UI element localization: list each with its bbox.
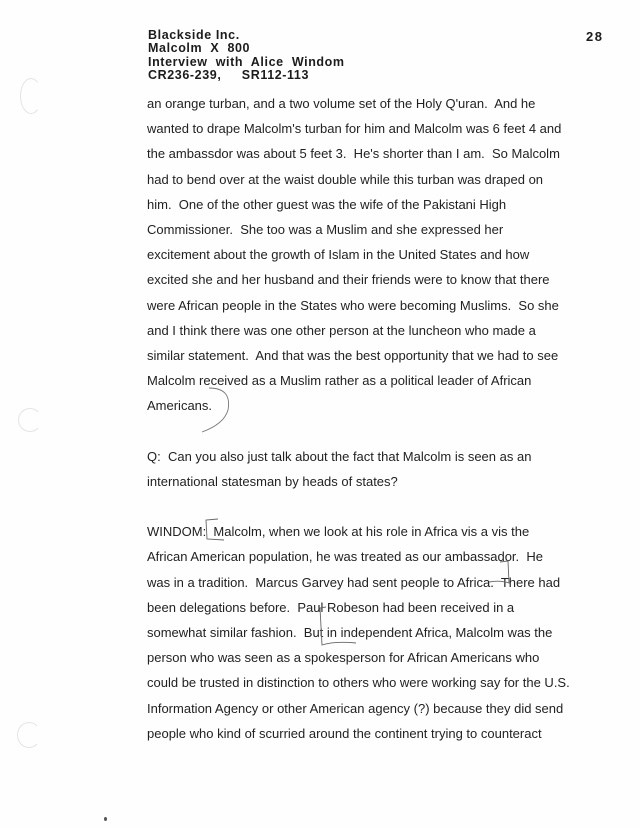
text-line: African American population, he was treated as our ambassador. He [147, 549, 543, 565]
punch-hole-mark [17, 722, 41, 748]
header-project: Malcolm X 800 [148, 41, 251, 56]
text-line: somewhat similar fashion. But in independent Africa, Malcolm was the [147, 624, 553, 640]
text-line: him. One of the other guest was the wife of the Pakistani High [147, 196, 507, 212]
header-company: Blackside Inc. [148, 28, 240, 42]
text-line: excitement about the growth of Islam in the United States and how [147, 247, 530, 263]
header-reel-codes: CR236-239, SR112-113 [148, 67, 310, 82]
text-line: Americans. [147, 398, 213, 414]
punch-hole-mark [20, 78, 42, 114]
paragraph-gap [147, 418, 617, 443]
text-line: could be trusted in distinction to others who were working say for the U.S. [147, 675, 570, 691]
paragraph-gap [147, 494, 617, 519]
text-line: an orange turban, and a two volume set of the Holy Q'uran. And he [147, 96, 536, 111]
header-interview-title: Interview with Alice Windom [148, 54, 345, 69]
text-line: Information Agency or other American agency (?) because they did send [147, 700, 564, 716]
page-number: 28 [586, 29, 604, 44]
punch-hole-mark [18, 408, 42, 432]
text-line: similar statement. And that was the best opportunity that we had to see [147, 347, 559, 363]
text-line: person who was seen as a spokesperson for African Americans who [147, 650, 540, 666]
text-line: been delegations before. Paul Robeson had been received in a [147, 599, 515, 615]
paragraph-question [147, 444, 617, 494]
text-line: people who kind of scurried around the continent trying to counteract [147, 725, 542, 741]
ink-speck [104, 817, 107, 821]
text-line: had to bend over at the waist double while this turban was draped on [147, 171, 544, 187]
text-line: the ambassdor was about 5 feet 3. He's shorter than I am. So Malcolm [147, 146, 560, 162]
paragraph-answer-continued [147, 91, 617, 418]
text-line: WINDOM: Malcolm, when we look at his role in Africa vis a vis the [147, 524, 530, 540]
text-line: Commissioner. She too was a Muslim and she expressed her [147, 221, 504, 237]
transcript-body [147, 91, 617, 746]
text-line: and I think there was one other person at the luncheon who made a [147, 322, 536, 338]
paragraph-windom-answer [147, 519, 617, 746]
text-line: Q: Can you also just talk about the fact that Malcolm is seen as an [147, 448, 532, 464]
text-line: excited she and her husband and their friends were to know that there [147, 272, 550, 288]
text-line: international statesman by heads of states? [147, 473, 398, 489]
document-header [148, 29, 345, 82]
text-line: wanted to drape Malcolm's turban for him and Malcolm was 6 feet 4 and [147, 121, 562, 137]
text-line: Malcolm received as a Muslim rather as a political leader of African [147, 373, 532, 389]
text-line: was in a tradition. Marcus Garvey had sent people to Africa. There had [147, 574, 561, 590]
text-line: were African people in the States who were becoming Muslims. So she [147, 297, 559, 313]
